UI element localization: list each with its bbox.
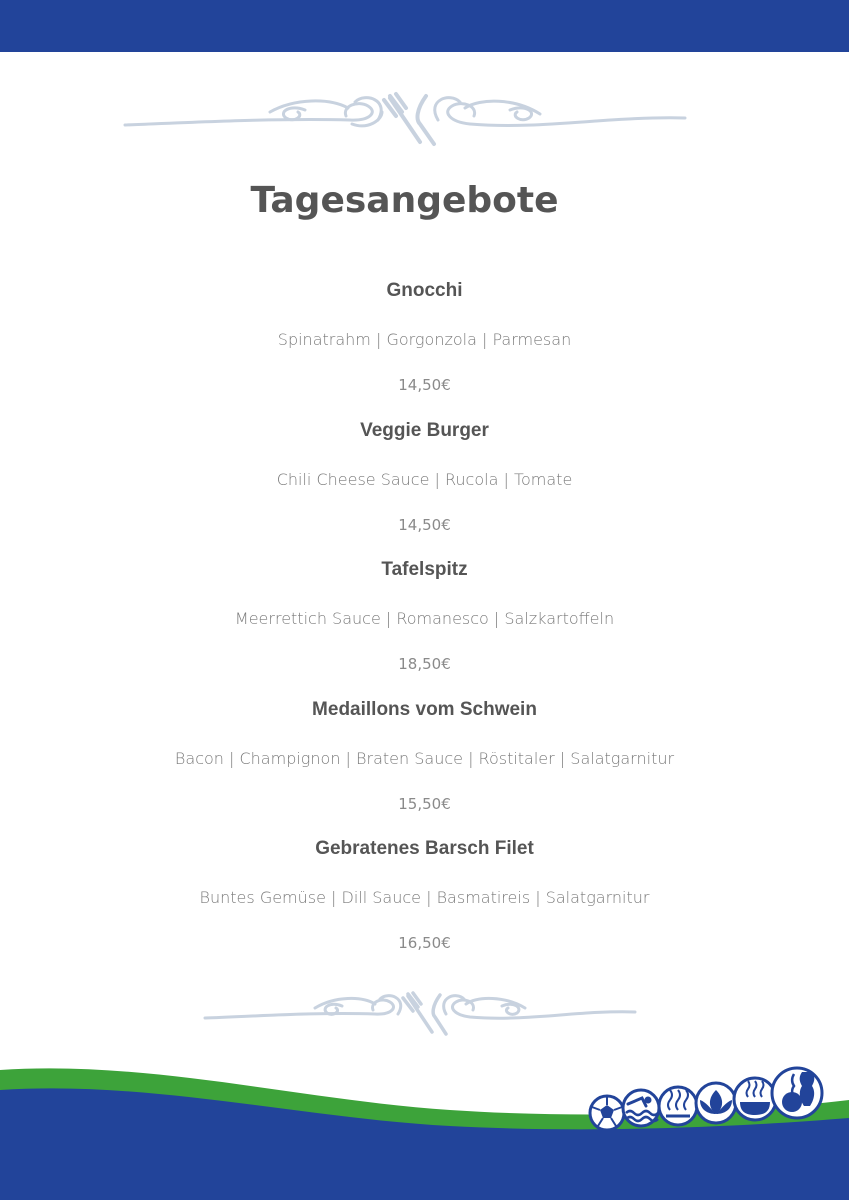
dish-name: Gebratenes Barsch Filet bbox=[315, 838, 534, 859]
dish-description: Buntes Gemüse | Dill Sauce | Basmatireis | Salatgarnitur bbox=[199, 888, 650, 907]
dish-item bbox=[0, 828, 849, 968]
dish-item bbox=[0, 410, 849, 550]
dish-item bbox=[0, 270, 849, 410]
dish-price: 14,50€ bbox=[398, 376, 451, 394]
dish-price: 18,50€ bbox=[398, 655, 451, 673]
dish-item bbox=[0, 689, 849, 829]
dish-description: Chili Cheese Sauce | Rucola | Tomate bbox=[276, 469, 573, 489]
dish-price: 15,50€ bbox=[398, 794, 451, 813]
dish-description: Bacon | Champignon | Braten Sauce | Röstitaler | Salatgarnitur bbox=[174, 748, 675, 768]
dish-name: Medaillons vom Schwein bbox=[312, 698, 537, 720]
dish-name: Tafelspitz bbox=[381, 559, 468, 580]
page-title-text: Tagesangebote bbox=[250, 180, 559, 221]
dish-description: Spinatrahm | Gorgonzola | Parmesan bbox=[277, 330, 572, 349]
dish-name: Veggie Burger bbox=[360, 419, 489, 441]
dish-price: 14,50€ bbox=[398, 515, 451, 534]
dish-price: 16,50€ bbox=[398, 934, 451, 952]
dish-description: Meerrettich Sauce | Romanesco | Salzkartoffeln bbox=[234, 609, 615, 628]
top-cutlery-ornament bbox=[120, 90, 690, 150]
daily-menu bbox=[0, 270, 849, 968]
page-title bbox=[0, 180, 849, 221]
top-blue-bar bbox=[0, 0, 849, 52]
bottom-cutlery-ornament bbox=[200, 990, 640, 1040]
dish-item bbox=[0, 549, 849, 689]
dish-name: Gnocchi bbox=[386, 280, 463, 301]
footer-wave bbox=[0, 1050, 849, 1200]
